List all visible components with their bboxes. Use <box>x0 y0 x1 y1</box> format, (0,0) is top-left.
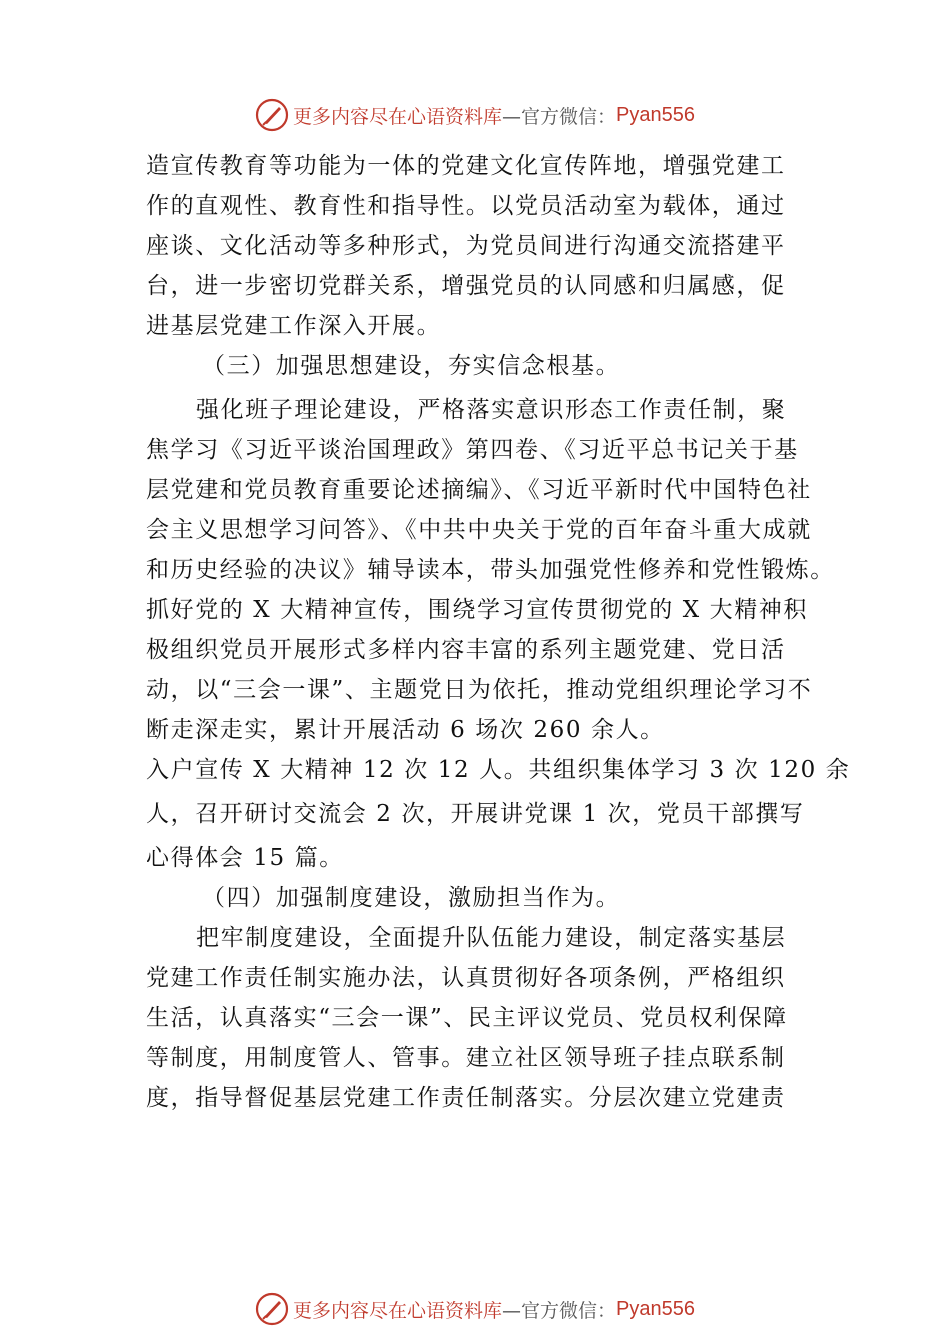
quill-logo-icon <box>255 98 289 132</box>
text-line: 心得体会 15 篇。 <box>146 845 344 871</box>
text-line: 极组织党员开展形式多样内容丰富的系列主题党建、党日活 <box>146 637 786 663</box>
text-line: 抓好党的 X 大精神宣传，围绕学习宣传贯彻党的 X 大精神积 <box>146 597 808 623</box>
text-line: 和历史经验的决议》辅导读本，带头加强党性修养和党性锻炼。 <box>146 557 835 583</box>
text-line: 进基层党建工作深入开展。 <box>146 313 442 339</box>
quill-logo-icon <box>255 1292 289 1326</box>
text-line: 造宣传教育等功能为一体的党建文化宣传阵地，增强党建工 <box>146 153 786 179</box>
text-line: 台，进一步密切党群关系，增强党员的认同感和归属感，促 <box>146 273 786 299</box>
watermark-wechat-id: Pyan556 <box>616 103 695 126</box>
text-line: 会主义思想学习问答》、《中共中央关于党的百年奋斗重大成就 <box>146 517 812 543</box>
watermark-main-text: 更多内容尽在心语资料库 <box>293 105 503 128</box>
watermark-wechat-id: Pyan556 <box>616 1297 695 1320</box>
watermark-separator: —官方微信： <box>502 105 617 128</box>
text-line: 把牢制度建设，全面提升队伍能力建设，制定落实基层 <box>196 925 787 951</box>
text-line: 座谈、文化活动等多种形式，为党员间进行沟通交流搭建平 <box>146 233 786 259</box>
header-watermark <box>0 95 950 135</box>
text-line: 人，召开研讨交流会 2 次，开展讲党课 1 次，党员干部撰写 <box>146 801 805 827</box>
text-line: 党建工作责任制实施办法，认真贯彻好各项条例，严格组织 <box>146 965 786 991</box>
section-heading-4: （四）加强制度建设，激励担当作为。 <box>202 885 621 911</box>
footer-watermark <box>0 1289 950 1329</box>
text-line: 强化班子理论建设，严格落实意识形态工作责任制，聚 <box>196 397 787 423</box>
text-line: 入户宣传 X 大精神 12 次 12 人。共组织集体学习 3 次 120 余 <box>146 757 851 783</box>
text-line: 动，以“三会一课”、主题党日为依托，推动党组织理论学习不 <box>146 677 813 703</box>
text-line: 等制度，用制度管人、管事。建立社区领导班子挂点联系制 <box>146 1045 786 1071</box>
watermark-separator: —官方微信： <box>502 1299 617 1322</box>
text-line: 断走深走实，累计开展活动 6 场次 260 余人。 <box>146 717 665 743</box>
text-line: 度，指导督促基层党建工作责任制落实。分层次建立党建责 <box>146 1085 786 1111</box>
text-line: 生活，认真落实“三会一课”、民主评议党员、党员权利保障 <box>146 1005 788 1031</box>
text-line: 作的直观性、教育性和指导性。以党员活动室为载体，通过 <box>146 193 786 219</box>
text-line: 焦学习《习近平谈治国理政》第四卷、《习近平总书记关于基 <box>146 437 799 463</box>
document-body <box>146 146 851 1118</box>
watermark-main-text: 更多内容尽在心语资料库 <box>293 1299 503 1322</box>
section-heading-3: （三）加强思想建设，夯实信念根基。 <box>202 353 621 379</box>
text-line: 层党建和党员教育重要论述摘编》、《习近平新时代中国特色社 <box>146 477 812 503</box>
